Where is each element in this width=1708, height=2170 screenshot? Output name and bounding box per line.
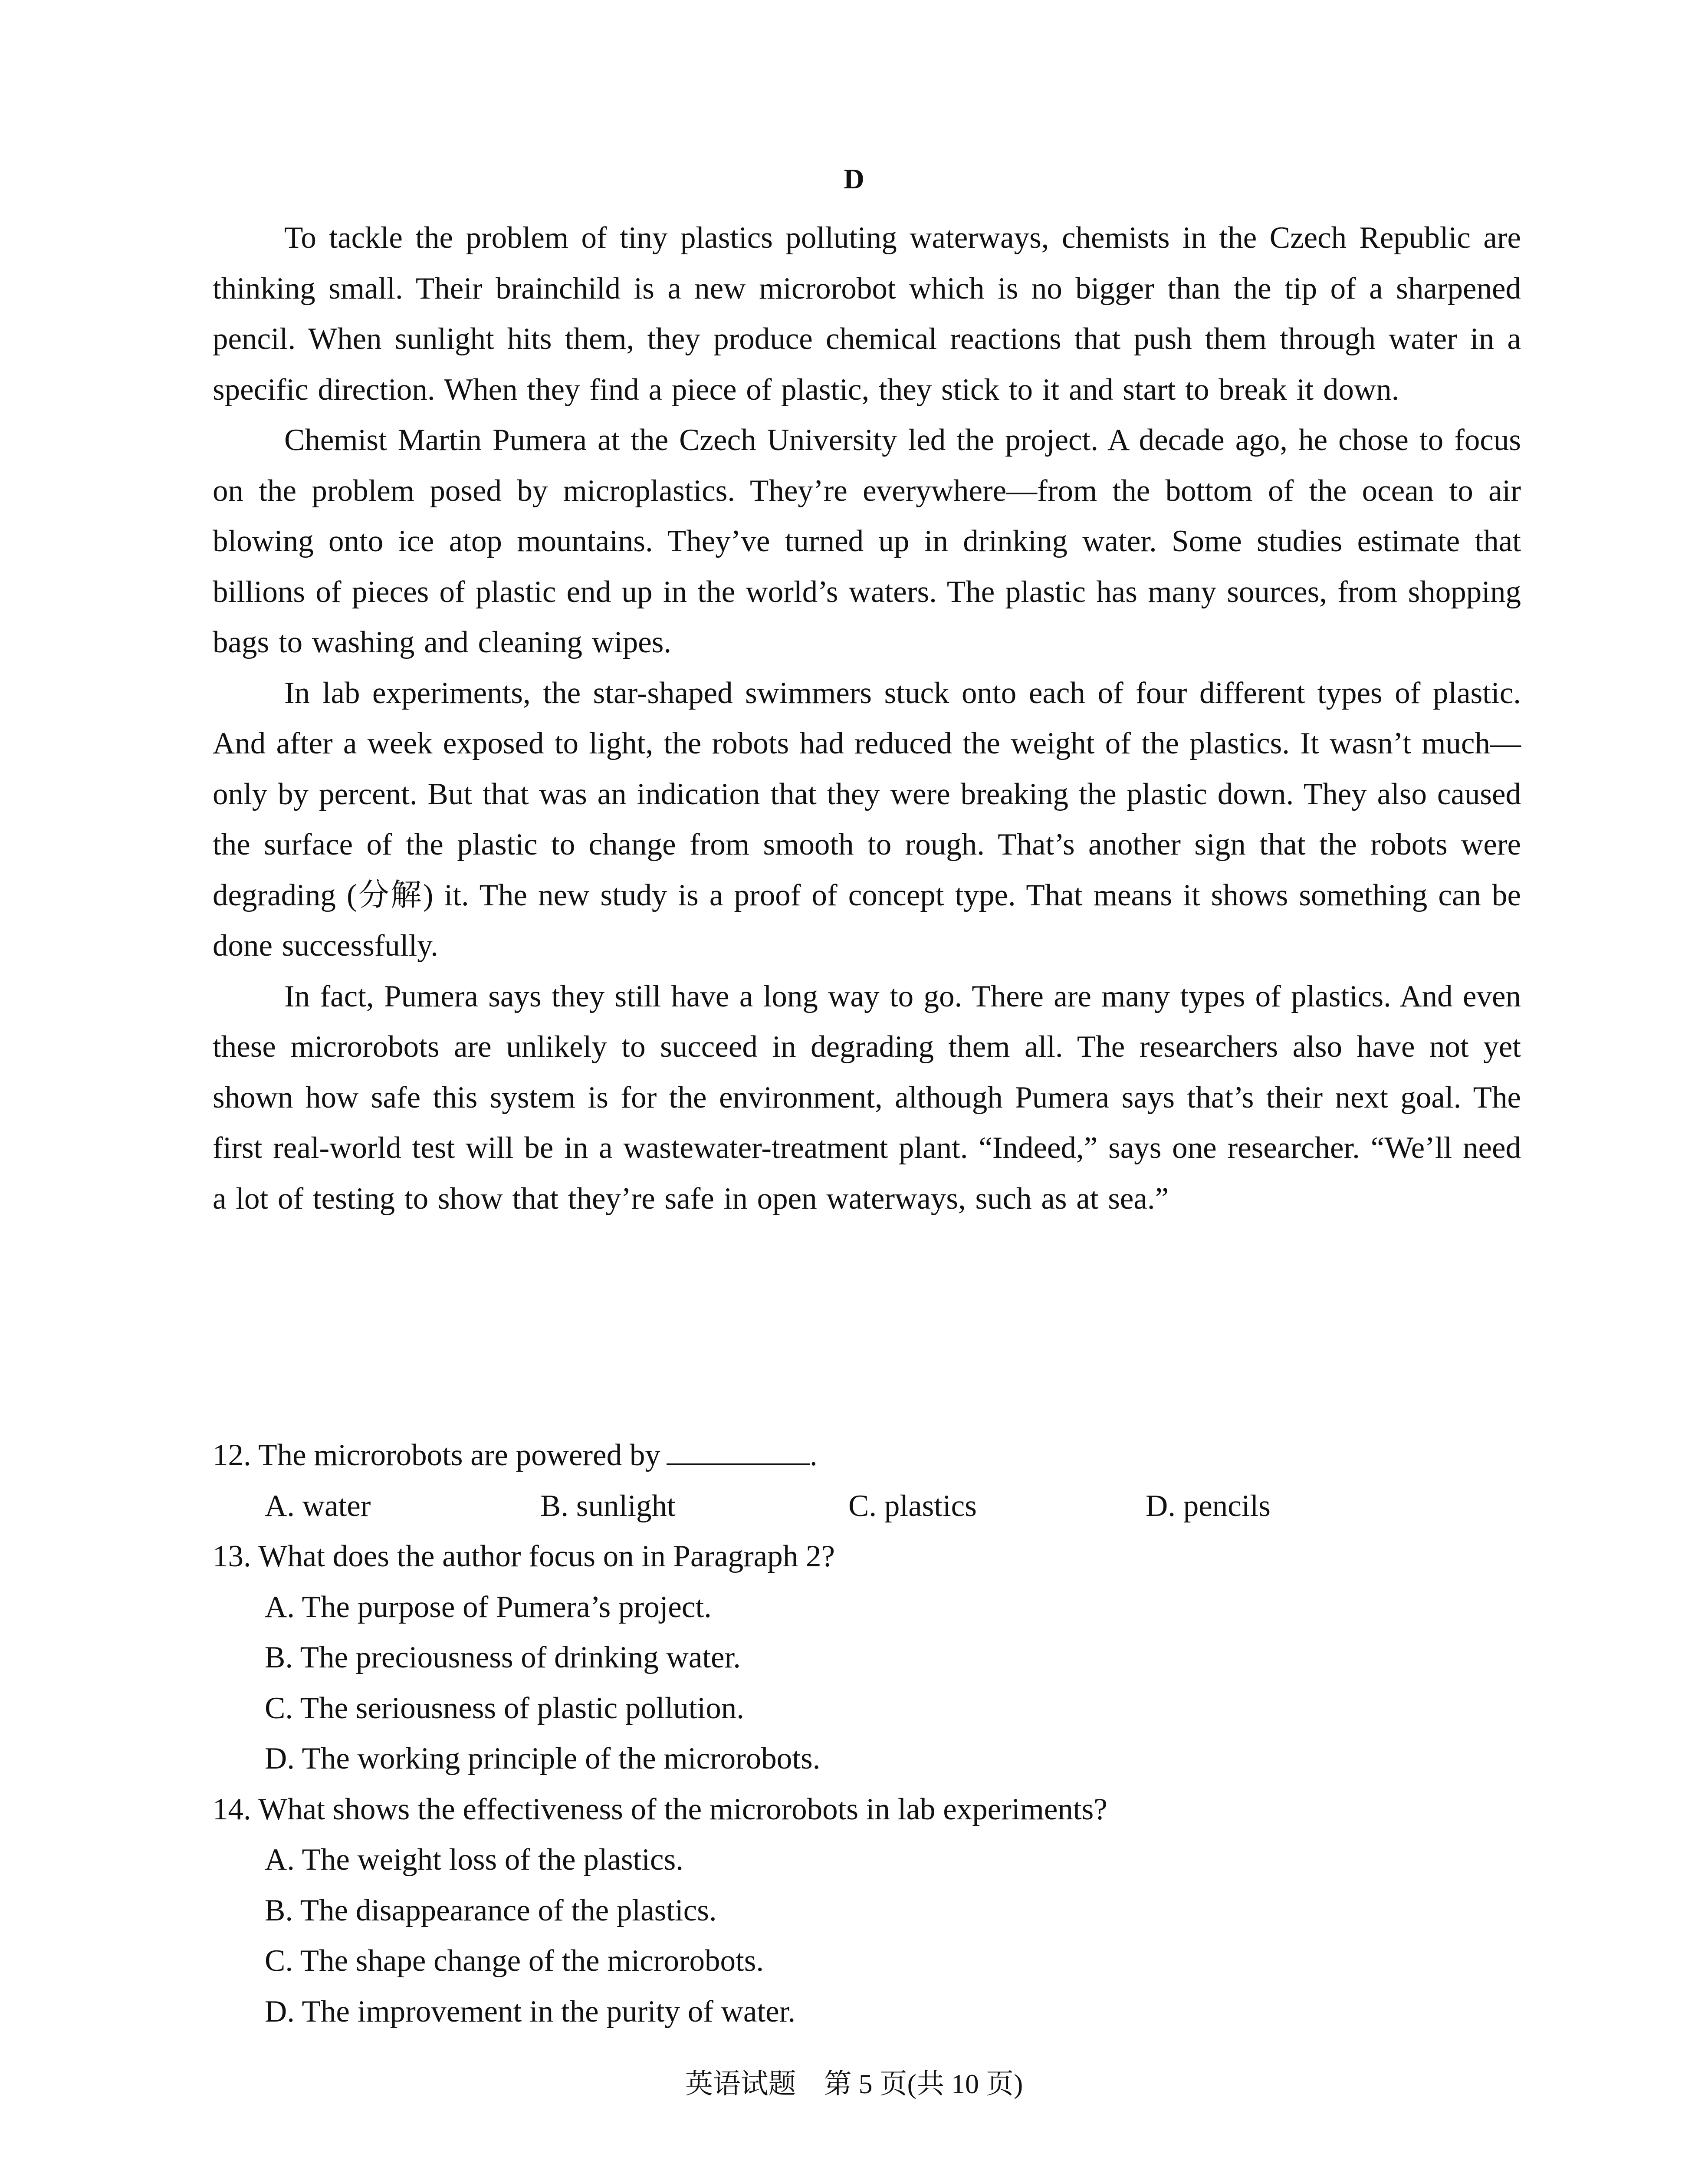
question-13 <box>213 1531 1521 1784</box>
option-a[interactable]: A. The purpose of Pumera’s project. <box>265 1590 712 1624</box>
option-c[interactable]: C. The seriousness of plastic pollution. <box>265 1691 745 1725</box>
paragraph-3: In lab experiments, the star-shaped swimmers stuck onto each of four different types of plastic. And after a week exposed to light, the robots had reduced the weight of the plastics. It wasn’t much—only by percent. But that was an indication that they were breaking the plastic down. They also caused the surface of the plastic to change from smooth to rough. That’s another sign that the robots were degrading (分解) it. The new study is a proof of concept type. That means it shows something can be done successfully. <box>213 676 1521 963</box>
option-d[interactable]: D. The working principle of the microrobots. <box>265 1742 821 1775</box>
question-12-stem: 12. The microrobots are powered by <box>213 1438 660 1472</box>
question-14 <box>213 1784 1521 2037</box>
reading-passage <box>213 213 1521 1224</box>
paragraph-4: In fact, Pumera says they still have a long way to go. There are many types of plastics. And even these microrobots are unlikely to succeed in degrading them all. The researchers also have not yet shown how safe this system is for the environment, although Pumera says that’s their next goal. The first real-world test will be in a wastewater-treatment plant. “Indeed,” says one researcher. “We’ll need a lot of testing to show that they’re safe in open waterways, such as at sea.” <box>213 979 1521 1216</box>
question-12-end: . <box>809 1438 818 1472</box>
option-a[interactable]: A. The weight loss of the plastics. <box>265 1843 683 1877</box>
answer-blank <box>667 1435 810 1465</box>
paragraph-1: To tackle the problem of tiny plastics polluting waterways, chemists in the Czech Republic are thinking small. Their brainchild is a new microrobot which is no bigger than the tip of a sharpened pencil. When sunlight hits them, they produce chemical reactions that push them through water in a specific direction. When they find a piece of plastic, they stick to it and start to break it down. <box>213 221 1521 407</box>
question-list <box>213 1430 1521 2037</box>
paragraph-2: Chemist Martin Pumera at the Czech University led the project. A decade ago, he chose to focus on the problem posed by microplastics. They’re everywhere—from the bottom of the ocean to air blowing onto ice atop mountains. They’ve turned up in drinking water. Some studies estimate that billions of pieces of plastic end up in the world’s waters. The plastic has many sources, from shopping bags to washing and cleaning wipes. <box>213 423 1521 659</box>
option-c[interactable]: C. The shape change of the microrobots. <box>265 1944 764 1978</box>
option-d[interactable]: D. The improvement in the purity of water. <box>265 1994 796 2029</box>
question-12 <box>213 1430 1521 1531</box>
option-b[interactable]: B. The disappearance of the plastics. <box>265 1893 717 1927</box>
option-d[interactable]: D. pencils <box>1146 1489 1271 1523</box>
section-heading: D <box>844 163 864 195</box>
option-a[interactable]: A. water <box>265 1489 371 1523</box>
page-footer: 英语试题 第 5 页(共 10 页) <box>685 2068 1023 2099</box>
question-12-options <box>213 1481 1521 1532</box>
question-stem <box>213 1430 1521 1481</box>
question-13-stem: 13. What does the author focus on in Paragraph 2? <box>213 1539 835 1573</box>
question-14-stem: 14. What shows the effectiveness of the microrobots in lab experiments? <box>213 1792 1107 1826</box>
option-c[interactable]: C. plastics <box>848 1489 977 1523</box>
option-b[interactable]: B. sunlight <box>540 1489 676 1523</box>
option-b[interactable]: B. The preciousness of drinking water. <box>265 1641 741 1674</box>
